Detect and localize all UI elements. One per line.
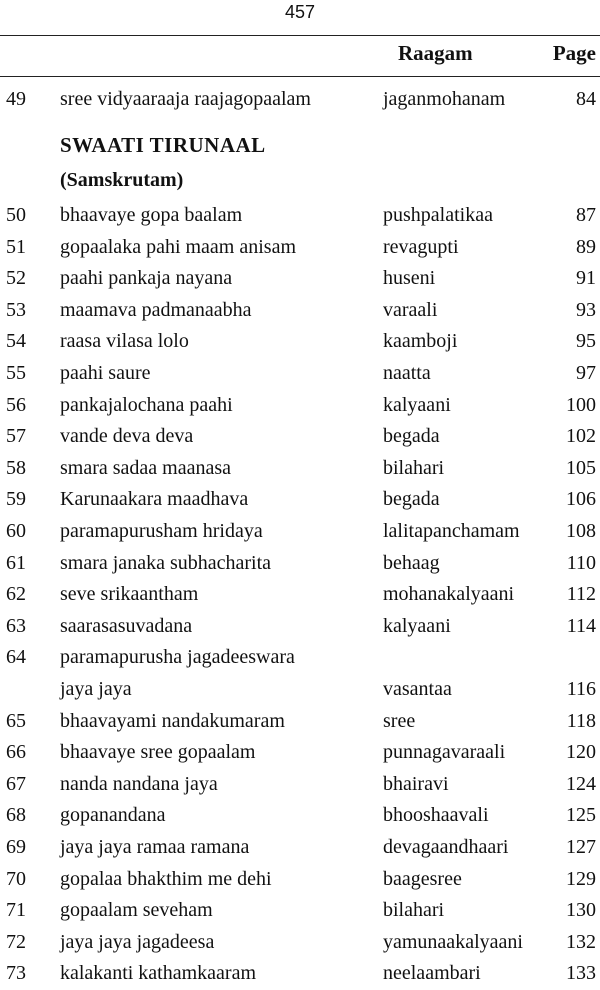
entry-title: gopaalaka pahi maam anisam [60, 235, 297, 258]
entry-page: 95 [576, 330, 596, 353]
entry-title: smara sadaa maanasa [60, 456, 232, 479]
entry-page: 120 [566, 741, 596, 764]
table-row [0, 358, 600, 389]
entry-raagam: kalyaani [383, 393, 451, 416]
entry-title: bhaavayami nandakumaram [60, 709, 285, 732]
raagam-column-header: Raagam [398, 41, 473, 65]
entry-title: paramapurusha jagadeeswara [60, 646, 295, 669]
entry-number: 63 [6, 614, 26, 637]
entry-title: jaya jaya jagadeesa [60, 930, 215, 953]
table-row [0, 84, 600, 115]
page-number: 457 [284, 2, 316, 22]
entry-title: gopalaa bhakthim me dehi [60, 867, 272, 890]
entry-number: 66 [6, 741, 26, 764]
entry-raagam: baagesree [383, 867, 462, 890]
entry-title: gopanandana [60, 804, 166, 827]
entry-number: 70 [6, 867, 26, 890]
entry-page: 116 [566, 678, 596, 700]
entry-page: 132 [566, 930, 596, 953]
entry-title: bhaavaye sree gopaalam [60, 741, 256, 764]
entry-raagam: yamunaakalyaani [383, 930, 523, 953]
entry-number: 56 [6, 393, 26, 416]
entry-title: maamava padmanaabha [60, 298, 252, 321]
table-row [0, 326, 600, 357]
entry-page: 114 [566, 614, 596, 637]
entry-title: pankajalochana paahi [60, 393, 233, 416]
entry-raagam: pushpalatikaa [383, 204, 493, 226]
entry-raagam: devagaandhaari [383, 836, 509, 858]
entry-title: raasa vilasa lolo [60, 330, 189, 353]
entry-title: paahi saure [60, 362, 151, 384]
entry-page: 106 [566, 488, 596, 511]
entry-number: 58 [6, 456, 26, 479]
page-column-header: Page [552, 41, 596, 65]
entry-raagam: sree [383, 709, 416, 732]
table-row [0, 295, 600, 326]
entry-number: 68 [6, 804, 26, 827]
entry-page: 133 [566, 962, 596, 985]
entry-raagam: huseni [383, 267, 436, 290]
entry-page: 125 [566, 804, 596, 827]
entry-raagam: varaali [383, 298, 438, 321]
table-row [0, 674, 600, 705]
entry-raagam: bilahari [383, 899, 445, 922]
table-row [0, 864, 600, 895]
table-row [0, 737, 600, 768]
entry-number: 65 [6, 709, 26, 732]
entry-page: 84 [576, 88, 596, 110]
entry-title: Karunaakara maadhava [60, 488, 249, 511]
entry-raagam: bhairavi [383, 772, 449, 795]
table-row [0, 453, 600, 484]
entry-number: 67 [6, 772, 26, 795]
table-row [0, 390, 600, 421]
entry-number: 51 [6, 235, 26, 258]
table-row [0, 232, 600, 263]
entry-page: 108 [566, 520, 596, 542]
entry-page: 130 [566, 899, 596, 922]
entry-raagam: jaganmohanam [383, 88, 506, 110]
header-rule [0, 76, 600, 77]
entry-number: 64 [6, 646, 26, 669]
entry-page: 87 [576, 204, 596, 226]
table-row [0, 516, 600, 547]
table-row [0, 484, 600, 515]
entry-number: 62 [6, 583, 26, 606]
table-row [0, 927, 600, 958]
table-row [0, 895, 600, 926]
table-row [0, 611, 600, 642]
entry-raagam: kalyaani [383, 614, 451, 637]
table-row [0, 706, 600, 737]
entry-page: 105 [566, 456, 596, 479]
entry-page: 124 [566, 772, 596, 795]
entry-title: jaya jaya [60, 678, 132, 700]
table-row [0, 769, 600, 800]
entry-raagam: revagupti [383, 235, 459, 258]
entry-number: 60 [6, 520, 26, 542]
entry-page: 110 [566, 551, 596, 574]
entry-raagam: lalitapanchamam [383, 520, 520, 542]
entry-raagam: begada [383, 425, 440, 448]
entry-number: 57 [6, 425, 26, 448]
table-row [0, 800, 600, 831]
table-row [0, 263, 600, 294]
entry-raagam: begada [383, 488, 440, 511]
entry-title: seve srikaantham [60, 583, 199, 606]
entry-number: 61 [6, 551, 26, 574]
entry-title: sree vidyaaraaja raajagopaalam [60, 88, 311, 110]
section-title: SWAATI TIRUNAAL [60, 133, 266, 157]
table-row [0, 642, 600, 673]
table-row [0, 579, 600, 610]
entry-title: jaya jaya ramaa ramana [60, 836, 250, 858]
entry-page: 97 [576, 362, 596, 384]
entry-title: bhaavaye gopa baalam [60, 204, 243, 226]
table-row [0, 200, 600, 231]
entry-raagam: kaamboji [383, 330, 458, 353]
entry-title: paahi pankaja nayana [60, 267, 233, 290]
entry-number: 54 [6, 330, 26, 353]
entry-raagam: vasantaa [383, 678, 452, 700]
entry-raagam: bhooshaavali [383, 804, 489, 827]
entry-page: 91 [576, 267, 596, 290]
entry-raagam: mohanakalyaani [383, 583, 515, 606]
entry-title: paramapurusham hridaya [60, 520, 263, 542]
entry-title: nanda nandana jaya [60, 772, 218, 795]
table-row [0, 548, 600, 579]
entry-page: 89 [576, 235, 596, 258]
entry-number: 49 [6, 88, 26, 110]
entry-raagam: punnagavaraali [383, 741, 506, 764]
entry-number: 69 [6, 836, 26, 858]
entry-title: gopaalam seveham [60, 899, 213, 922]
entry-raagam: neelaambari [383, 962, 481, 985]
entry-number: 59 [6, 488, 26, 511]
table-row [0, 958, 600, 989]
entry-number: 55 [6, 362, 26, 384]
entry-number: 50 [6, 204, 26, 226]
entry-page: 129 [566, 867, 596, 890]
entry-page: 102 [566, 425, 596, 448]
entry-title: kalakanti kathamkaaram [60, 962, 257, 985]
section-subtitle: (Samskrutam) [60, 169, 184, 191]
entry-number: 73 [6, 962, 26, 985]
entry-page: 93 [576, 298, 596, 321]
entry-title: smara janaka subhacharita [60, 551, 272, 574]
entry-raagam: behaag [383, 551, 440, 574]
entry-number: 72 [6, 930, 26, 953]
entry-number: 71 [6, 899, 26, 922]
entry-page: 118 [566, 709, 596, 732]
table-row [0, 421, 600, 452]
entry-raagam: bilahari [383, 456, 445, 479]
entry-raagam: naatta [383, 362, 431, 384]
entry-number: 53 [6, 298, 26, 321]
entry-page: 127 [566, 836, 596, 858]
entry-number: 52 [6, 267, 26, 290]
top-rule [0, 35, 600, 36]
entry-page: 112 [566, 583, 596, 606]
entry-page: 100 [566, 393, 596, 416]
entry-title: vande deva deva [60, 425, 194, 448]
entry-title: saarasasuvadana [60, 614, 193, 637]
table-row [0, 832, 600, 863]
